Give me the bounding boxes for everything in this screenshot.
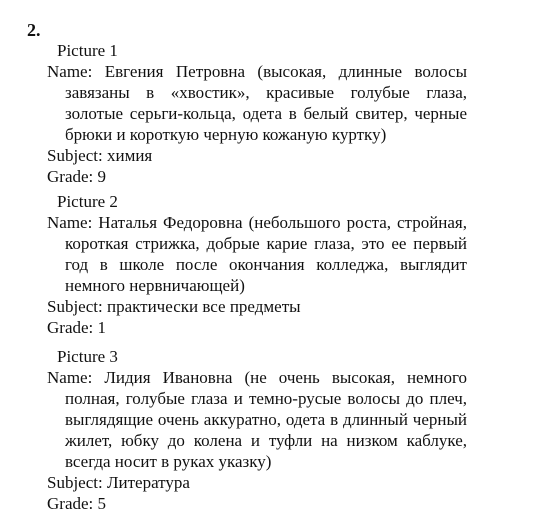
name-value: Наталья Федоровна (небольшого роста, стройная, короткая стрижка, добрые карие глаза, это ее первый год в школе после окончания колледжа, выглядит немного нервничающей) — [65, 213, 467, 295]
picture-block-2 — [47, 191, 467, 338]
subject-label: Subject: — [47, 473, 103, 492]
subject-value: Литература — [106, 473, 190, 492]
grade-field — [47, 493, 467, 514]
name-value: Лидия Ивановна (не очень высокая, немного полная, голубые глаза и темно-русые волосы до плеч, выглядящие очень аккуратно, одета в длинный черный жилет, юбку до колена и туфли на низком каблуке, всегда носит в руках указку) — [65, 368, 468, 471]
grade-value: 1 — [97, 318, 107, 337]
subject-field — [47, 145, 467, 166]
name-label: Name: — [47, 62, 93, 81]
subject-label: Subject: — [47, 146, 103, 165]
subject-value: практически все предметы — [106, 297, 301, 316]
name-field — [47, 61, 467, 145]
picture-block-3 — [47, 346, 467, 514]
subject-field — [47, 472, 467, 493]
name-field — [47, 367, 467, 472]
name-value: Евгения Петровна (высокая, длинные волосы завязаны в «хвостик», красивые голубые глаза, золотые серьги-кольца, одета в белый свитер, черные брюки и короткую черную кожаную куртку) — [65, 62, 467, 144]
name-field — [47, 212, 467, 296]
task-number: 2. — [27, 20, 41, 40]
picture-title: Picture 3 — [57, 347, 118, 366]
grade-label: Grade: — [47, 494, 94, 513]
grade-label: Grade: — [47, 167, 94, 186]
grade-field — [47, 166, 467, 187]
subject-value: химия — [106, 146, 153, 165]
grade-value: 9 — [97, 167, 107, 186]
subject-label: Subject: — [47, 297, 103, 316]
name-label: Name: — [47, 213, 93, 232]
grade-value: 5 — [97, 494, 107, 513]
picture-title: Picture 2 — [57, 192, 118, 211]
grade-field — [47, 317, 467, 338]
grade-label: Grade: — [47, 318, 94, 337]
picture-title: Picture 1 — [57, 41, 118, 60]
name-label: Name: — [47, 368, 93, 387]
picture-block-1 — [47, 40, 467, 187]
subject-field — [47, 296, 467, 317]
